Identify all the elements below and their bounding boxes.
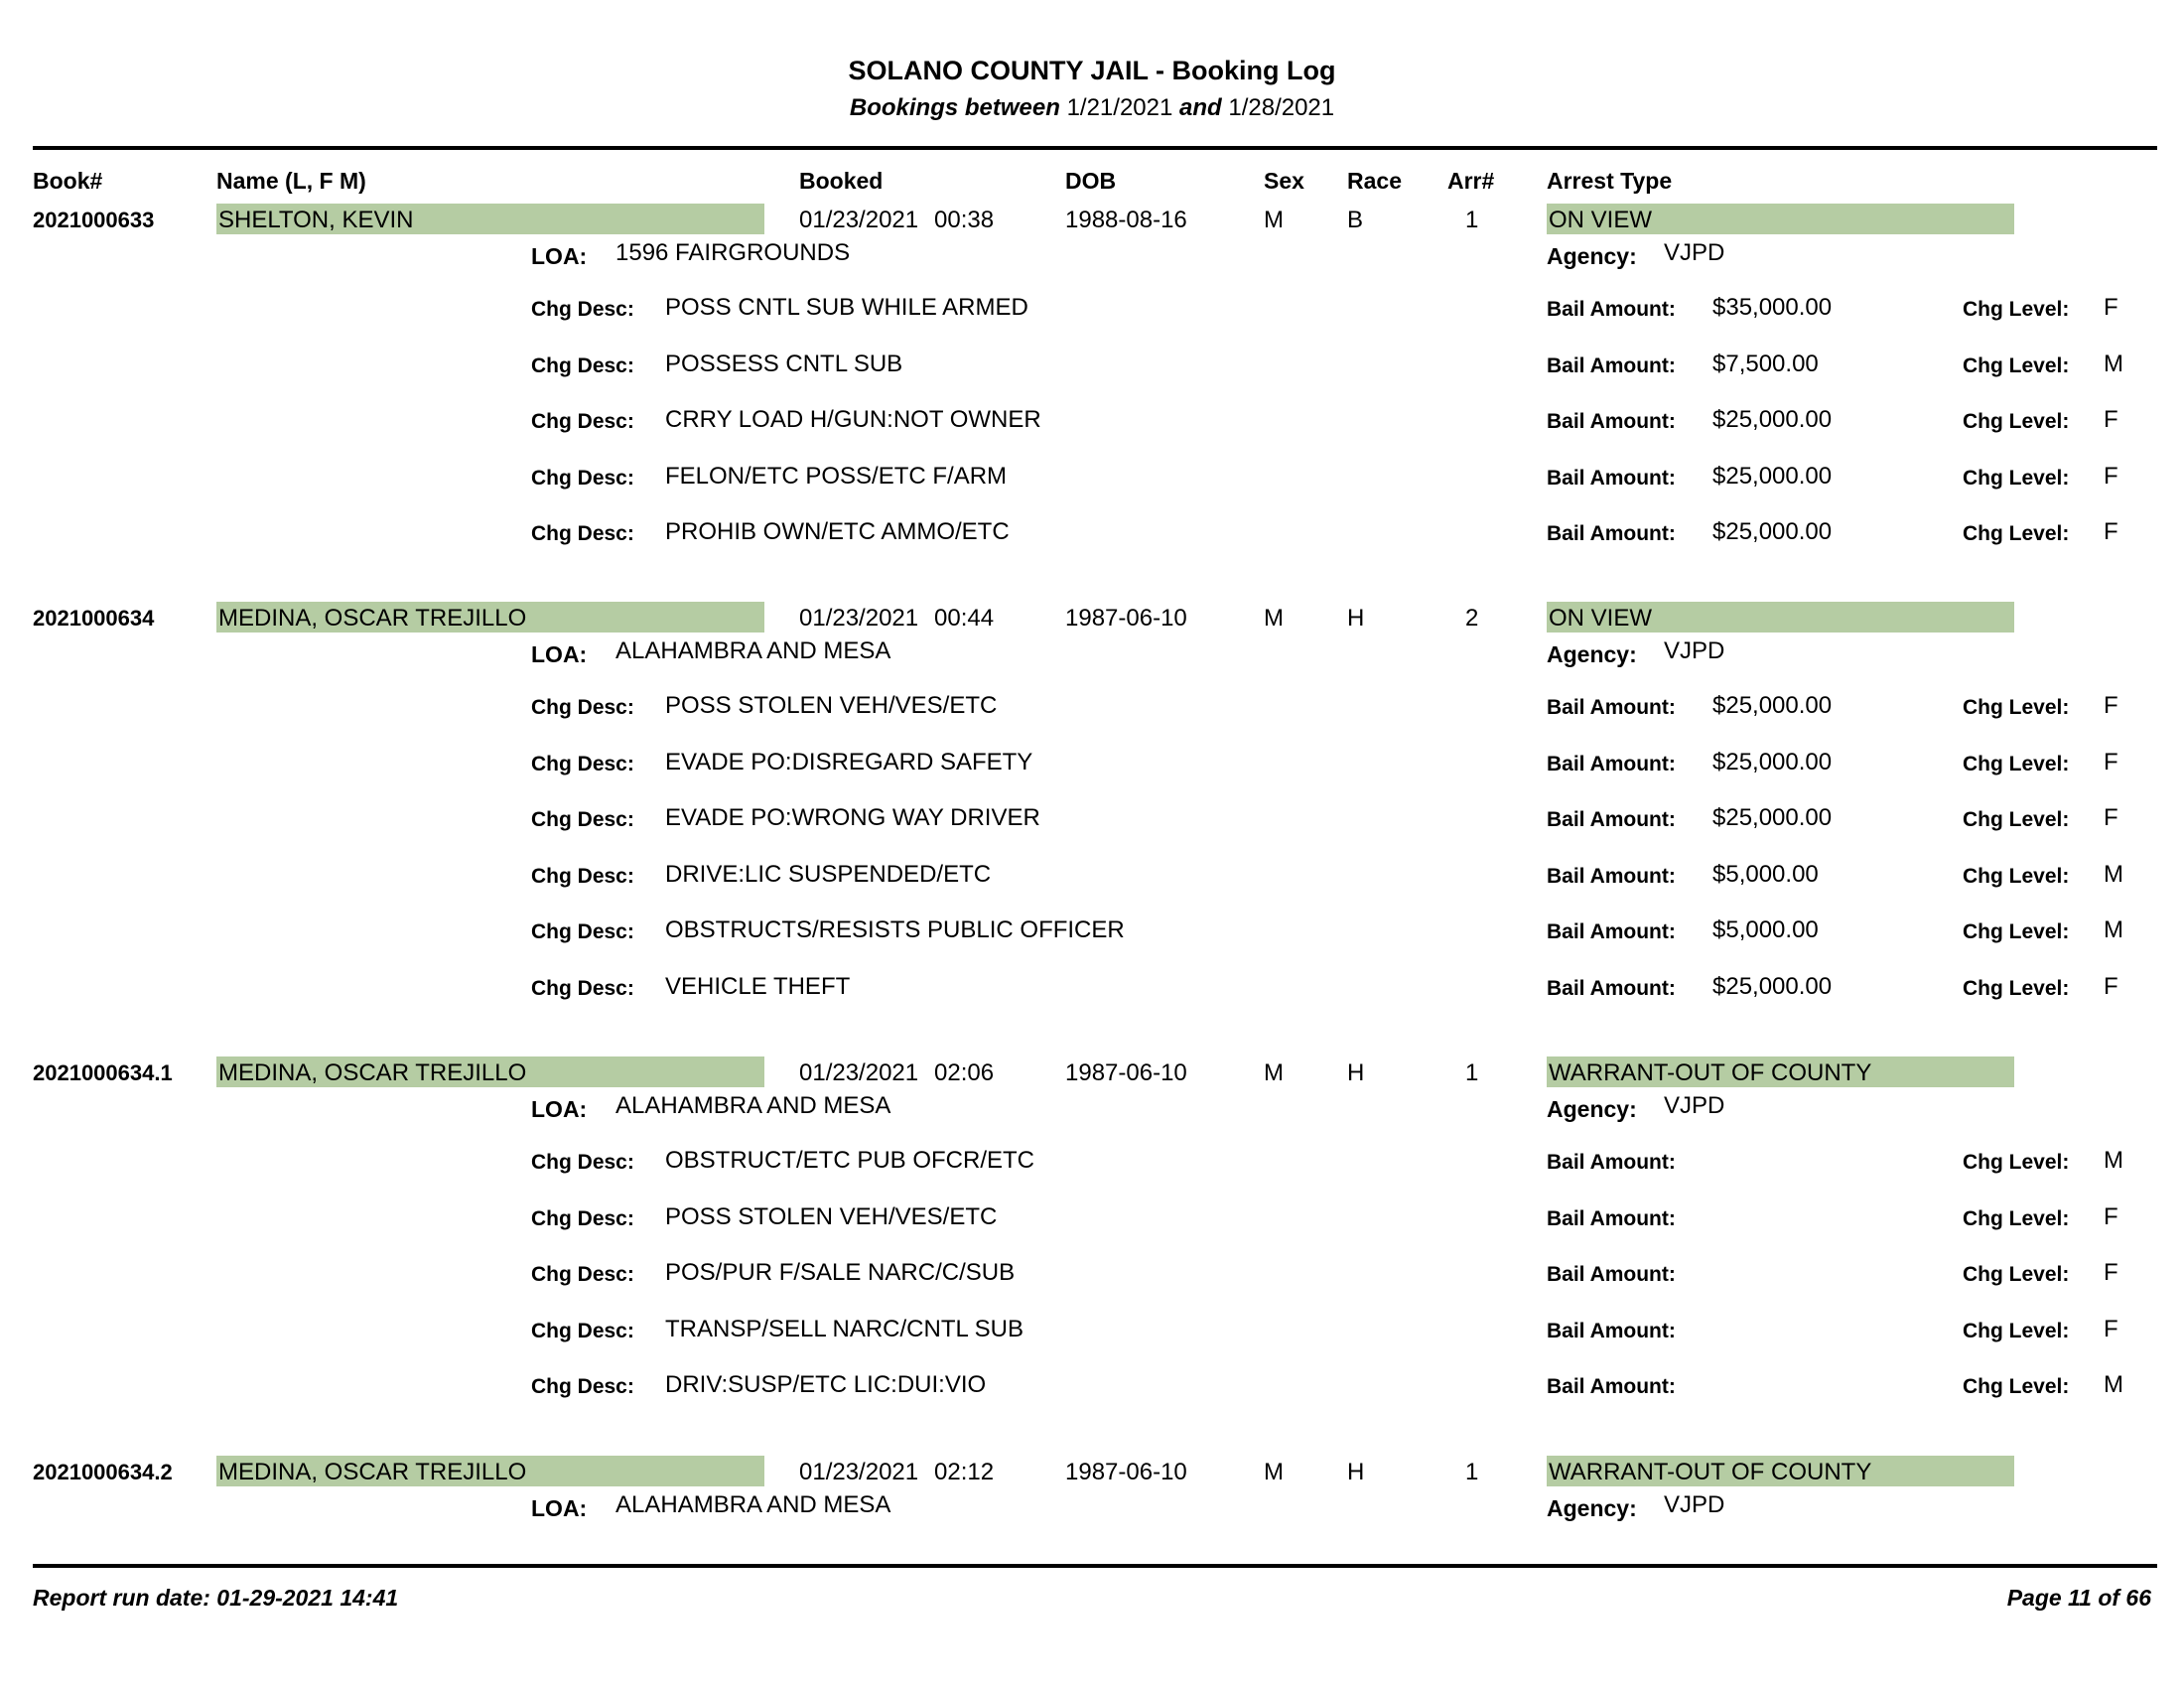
book-number: 2021000634.1 [33, 1060, 173, 1085]
chg-level: F [2104, 1315, 2118, 1342]
subtitle-prefix: Bookings between [849, 94, 1060, 121]
inmate-name: MEDINA, OSCAR TREJILLO [218, 605, 527, 632]
chg-desc: POSS STOLEN VEH/VES/ETC [665, 692, 998, 719]
chg-level-label: Chg Level: [1963, 1263, 2070, 1286]
chg-desc-label: Chg Desc: [531, 410, 634, 433]
race: H [1347, 605, 1365, 632]
bail-amount-label: Bail Amount: [1547, 696, 1676, 719]
arrest-number: 1 [1465, 1059, 1479, 1086]
chg-desc: CRRY LOAD H/GUN:NOT OWNER [665, 406, 1041, 433]
chg-level: F [2104, 972, 2118, 1000]
sex: M [1264, 1059, 1284, 1086]
charge-row [0, 691, 2184, 723]
bail-amount-label: Bail Amount: [1547, 864, 1676, 888]
name-highlight [216, 1456, 764, 1486]
booked-date: 01/23/2021 [799, 207, 919, 233]
agency-value: VJPD [1664, 1092, 1725, 1119]
chg-desc: FELON/ETC POSS/ETC F/ARM [665, 462, 1008, 490]
report-title: SOLANO COUNTY JAIL - Booking Log [848, 56, 1336, 85]
chg-level-label: Chg Level: [1963, 1319, 2070, 1342]
chg-level-label: Chg Level: [1963, 864, 2070, 888]
bail-amount-label: Bail Amount: [1547, 1319, 1676, 1342]
chg-level: F [2104, 692, 2118, 719]
agency-label: Agency: [1547, 1096, 1637, 1122]
race: H [1347, 1459, 1365, 1485]
charge-row [0, 1258, 2184, 1290]
col-header-sex: Sex [1264, 168, 1304, 194]
chg-desc: POS/PUR F/SALE NARC/C/SUB [665, 1259, 1016, 1286]
chg-desc-label: Chg Desc: [531, 353, 634, 377]
chg-level: F [2104, 748, 2118, 775]
report-subtitle [0, 94, 2184, 122]
arrest-type-highlight [1547, 1456, 2014, 1486]
chg-desc-label: Chg Desc: [531, 976, 634, 1000]
loa-value: ALAHAMBRA AND MESA [615, 1092, 891, 1119]
booked-date: 01/23/2021 [799, 1059, 919, 1086]
arrest-number: 1 [1465, 207, 1479, 233]
sex: M [1264, 1459, 1284, 1485]
loa-value: ALAHAMBRA AND MESA [615, 637, 891, 664]
charge-row [0, 972, 2184, 1004]
col-header-name: Name (L, F M) [216, 168, 366, 194]
chg-level-label: Chg Level: [1963, 808, 2070, 831]
chg-desc: POSS STOLEN VEH/VES/ETC [665, 1202, 998, 1230]
chg-level-label: Chg Level: [1963, 522, 2070, 545]
book-number: 2021000634 [33, 606, 155, 631]
charge-row [0, 1146, 2184, 1178]
bail-amount: $25,000.00 [1712, 518, 1833, 545]
charge-row [0, 748, 2184, 779]
chg-desc: PROHIB OWN/ETC AMMO/ETC [665, 518, 1010, 545]
booked-time: 02:12 [934, 1459, 995, 1485]
chg-desc-label: Chg Desc: [531, 466, 634, 490]
dob: 1988-08-16 [1065, 207, 1187, 233]
bail-amount: $25,000.00 [1712, 972, 1833, 1000]
agency-label: Agency: [1547, 641, 1637, 667]
bail-amount-label: Bail Amount: [1547, 1206, 1676, 1230]
chg-level: F [2104, 1259, 2118, 1286]
sex: M [1264, 207, 1284, 233]
col-header-book: Book# [33, 168, 103, 194]
chg-level-label: Chg Level: [1963, 1206, 2070, 1230]
chg-level-label: Chg Level: [1963, 353, 2070, 377]
report-run-date: Report run date: 01-29-2021 14:41 [33, 1585, 399, 1611]
chg-desc: EVADE PO:WRONG WAY DRIVER [665, 804, 1040, 831]
col-header-race: Race [1347, 168, 1402, 194]
dob: 1987-06-10 [1065, 1459, 1187, 1485]
chg-level: F [2104, 294, 2118, 321]
end-date: 1/28/2021 [1228, 94, 1335, 121]
arrest-type: ON VIEW [1549, 605, 1653, 632]
arrest-type: ON VIEW [1549, 207, 1653, 233]
agency-label: Agency: [1547, 1495, 1637, 1521]
chg-level-label: Chg Level: [1963, 1151, 2070, 1174]
bail-amount-label: Bail Amount: [1547, 466, 1676, 490]
dob: 1987-06-10 [1065, 1059, 1187, 1086]
chg-desc: TRANSP/SELL NARC/CNTL SUB [665, 1315, 1024, 1342]
race: H [1347, 1059, 1365, 1086]
charge-row [0, 293, 2184, 325]
arrest-type: WARRANT-OUT OF COUNTY [1549, 1059, 1872, 1086]
inmate-name: MEDINA, OSCAR TREJILLO [218, 1459, 527, 1485]
bail-amount: $35,000.00 [1712, 294, 1833, 321]
chg-desc-label: Chg Desc: [531, 1151, 634, 1174]
bail-amount: $5,000.00 [1712, 860, 1819, 888]
loa-label: LOA: [531, 641, 588, 667]
col-header-arr: Arr# [1447, 168, 1495, 194]
chg-level-label: Chg Level: [1963, 696, 2070, 719]
col-header-dob: DOB [1065, 168, 1117, 194]
sex: M [1264, 605, 1284, 632]
chg-level-label: Chg Level: [1963, 752, 2070, 775]
arrest-type: WARRANT-OUT OF COUNTY [1549, 1459, 1872, 1485]
loa-label: LOA: [531, 243, 588, 269]
loa-value: ALAHAMBRA AND MESA [615, 1491, 891, 1518]
chg-level: M [2104, 860, 2123, 888]
chg-desc-label: Chg Desc: [531, 808, 634, 831]
chg-level: M [2104, 1147, 2123, 1174]
bail-amount: $25,000.00 [1712, 804, 1833, 831]
bail-amount: $5,000.00 [1712, 916, 1819, 943]
chg-level: F [2104, 1202, 2118, 1230]
book-number: 2021000633 [33, 208, 155, 232]
page-number: Page 11 of 66 [2006, 1585, 2151, 1611]
bail-amount: $25,000.00 [1712, 692, 1833, 719]
chg-desc-label: Chg Desc: [531, 864, 634, 888]
arrest-type-highlight [1547, 602, 2014, 633]
chg-desc: OBSTRUCT/ETC PUB OFCR/ETC [665, 1147, 1035, 1174]
name-highlight [216, 204, 764, 234]
bail-amount: $7,500.00 [1712, 350, 1819, 377]
chg-level-label: Chg Level: [1963, 298, 2070, 321]
loa-label: LOA: [531, 1495, 588, 1521]
name-highlight [216, 1056, 764, 1087]
booked-date: 01/23/2021 [799, 1459, 919, 1485]
chg-desc-label: Chg Desc: [531, 1319, 634, 1342]
chg-level: M [2104, 1371, 2123, 1398]
charge-row [0, 915, 2184, 947]
charge-row [0, 860, 2184, 892]
chg-desc-label: Chg Desc: [531, 1263, 634, 1286]
bail-amount-label: Bail Amount: [1547, 298, 1676, 321]
inmate-name: MEDINA, OSCAR TREJILLO [218, 1059, 527, 1086]
bail-amount-label: Bail Amount: [1547, 752, 1676, 775]
agency-value: VJPD [1664, 637, 1725, 664]
charge-row [0, 1315, 2184, 1346]
chg-level-label: Chg Level: [1963, 920, 2070, 943]
chg-desc: DRIV:SUSP/ETC LIC:DUI:VIO [665, 1371, 987, 1398]
chg-level-label: Chg Level: [1963, 1375, 2070, 1398]
bottom-divider [33, 1564, 2157, 1568]
chg-desc-label: Chg Desc: [531, 298, 634, 321]
chg-level: F [2104, 518, 2118, 545]
chg-desc: POSSESS CNTL SUB [665, 350, 903, 377]
agency-value: VJPD [1664, 1491, 1725, 1518]
book-number: 2021000634.2 [33, 1460, 173, 1484]
charge-row [0, 405, 2184, 437]
start-date: 1/21/2021 [1066, 94, 1173, 121]
bail-amount: $25,000.00 [1712, 462, 1833, 490]
bail-amount-label: Bail Amount: [1547, 1263, 1676, 1286]
chg-desc-label: Chg Desc: [531, 522, 634, 545]
chg-level-label: Chg Level: [1963, 976, 2070, 1000]
charge-row [0, 1370, 2184, 1402]
booked-date: 01/23/2021 [799, 605, 919, 632]
arrest-number: 2 [1465, 605, 1479, 632]
chg-desc-label: Chg Desc: [531, 752, 634, 775]
chg-level-label: Chg Level: [1963, 410, 2070, 433]
chg-desc-label: Chg Desc: [531, 1375, 634, 1398]
agency-value: VJPD [1664, 239, 1725, 266]
race: B [1347, 207, 1364, 233]
bail-amount-label: Bail Amount: [1547, 920, 1676, 943]
chg-desc: POSS CNTL SUB WHILE ARMED [665, 294, 1028, 321]
bail-amount-label: Bail Amount: [1547, 1151, 1676, 1174]
charge-row [0, 1202, 2184, 1234]
col-header-booked: Booked [799, 168, 884, 194]
bail-amount-label: Bail Amount: [1547, 410, 1676, 433]
bail-amount-label: Bail Amount: [1547, 353, 1676, 377]
charge-row [0, 350, 2184, 381]
arrest-type-highlight [1547, 204, 2014, 234]
bail-amount-label: Bail Amount: [1547, 522, 1676, 545]
agency-label: Agency: [1547, 243, 1637, 269]
arrest-number: 1 [1465, 1459, 1479, 1485]
chg-desc-label: Chg Desc: [531, 920, 634, 943]
col-header-arrest-type: Arrest Type [1547, 168, 1673, 194]
inmate-name: SHELTON, KEVIN [218, 207, 414, 233]
chg-desc-label: Chg Desc: [531, 696, 634, 719]
loa-label: LOA: [531, 1096, 588, 1122]
name-highlight [216, 602, 764, 633]
chg-level: F [2104, 462, 2118, 490]
subtitle-and: and [1179, 94, 1222, 121]
charge-row [0, 803, 2184, 835]
charge-row [0, 462, 2184, 493]
chg-level: M [2104, 350, 2123, 377]
chg-desc: OBSTRUCTS/RESISTS PUBLIC OFFICER [665, 916, 1125, 943]
top-divider [33, 146, 2157, 150]
chg-level-label: Chg Level: [1963, 466, 2070, 490]
chg-desc: DRIVE:LIC SUSPENDED/ETC [665, 860, 992, 888]
booked-time: 02:06 [934, 1059, 995, 1086]
booked-time: 00:44 [934, 605, 995, 632]
chg-level: F [2104, 406, 2118, 433]
chg-level: F [2104, 804, 2118, 831]
bail-amount: $25,000.00 [1712, 406, 1833, 433]
bail-amount-label: Bail Amount: [1547, 1375, 1676, 1398]
dob: 1987-06-10 [1065, 605, 1187, 632]
charge-row [0, 517, 2184, 549]
chg-desc-label: Chg Desc: [531, 1206, 634, 1230]
chg-level: M [2104, 916, 2123, 943]
booked-time: 00:38 [934, 207, 995, 233]
arrest-type-highlight [1547, 1056, 2014, 1087]
chg-desc: EVADE PO:DISREGARD SAFETY [665, 748, 1033, 775]
loa-value: 1596 FAIRGROUNDS [615, 239, 851, 266]
bail-amount-label: Bail Amount: [1547, 976, 1676, 1000]
chg-desc: VEHICLE THEFT [665, 972, 851, 1000]
bail-amount: $25,000.00 [1712, 748, 1833, 775]
bail-amount-label: Bail Amount: [1547, 808, 1676, 831]
